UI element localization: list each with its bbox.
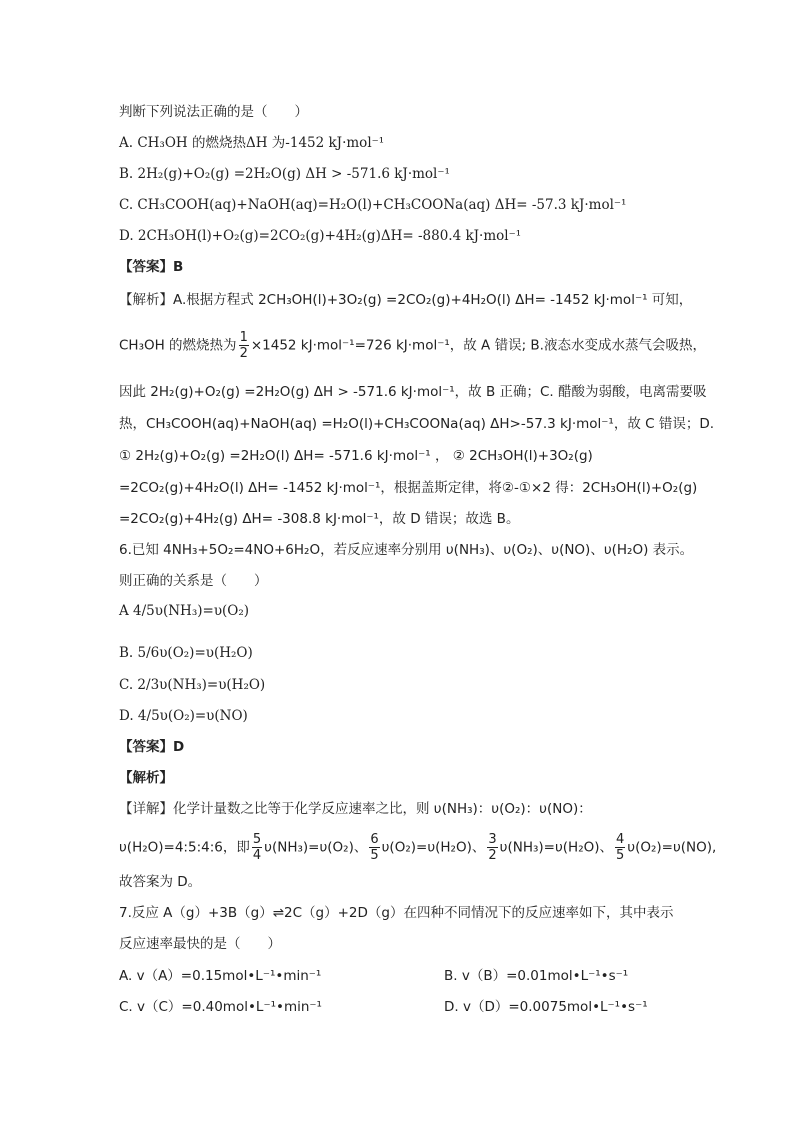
q5-analysis-line-5: ① 2H₂(g)+O₂(g) =2H₂O(l) ΔH= -571.6 kJ·mol⁻¹ ， ② 2CH₃OH(l)+3O₂(g) [119, 448, 593, 464]
q7-option-a: A. v（A）=0.15mol•L⁻¹•min⁻¹ [119, 968, 322, 984]
q6-option-d: D. 4/5υ(O₂)=υ(NO) [119, 708, 248, 724]
q5-analysis-text: CH₃OH 的燃烧热为 [119, 337, 237, 354]
q5-analysis-line-4: 热，CH₃COOH(aq)+NaOH(aq) =H₂O(l)+CH₃COONa(aq) ΔH>-57.3 kJ·mol⁻¹，故 C 错误；D. [119, 416, 715, 432]
q6-option-b: B. 5/6υ(O₂)=υ(H₂O) [119, 645, 253, 661]
q6-stem-line-2: 则正确的关系是（ ） [119, 573, 268, 589]
fraction-denominator: 5 [616, 848, 625, 863]
q5-option-b: B. 2H₂(g)+O₂(g) =2H₂O(g) ΔH > -571.6 kJ·mol⁻¹ [119, 166, 450, 182]
fraction-numerator: 4 [616, 832, 625, 847]
fraction [252, 832, 262, 863]
q6-detail-line-1: 【详解】化学计量数之比等于化学反应速率之比，则 υ(NH₃)：υ(O₂)：υ(NO)： [119, 801, 592, 817]
fraction-denominator: 2 [239, 346, 248, 361]
q6-detail-text: υ(O₂)=υ(H₂O)、 [381, 839, 486, 856]
q5-answer: 【答案】B [119, 259, 184, 275]
q7-stem-line-1: 7.反应 A（g）+3B（g）⇌2C（g）+2D（g）在四种不同情况下的反应速率如下，其中表示 [119, 905, 674, 921]
q5-option-d: D. 2CH₃OH(l)+O₂(g)=2CO₂(g)+4H₂(g)ΔH= -880.4 kJ·mol⁻¹ [119, 228, 522, 244]
fraction-numerator: 6 [370, 832, 379, 847]
fraction [239, 330, 249, 361]
fraction-numerator: 1 [239, 330, 248, 345]
q5-option-a: A. CH₃OH 的燃烧热ΔH 为-1452 kJ·mol⁻¹ [119, 135, 385, 151]
fraction [487, 832, 497, 863]
q7-stem-line-2: 反应速率最快的是（ ） [119, 936, 281, 952]
q6-stem-line-1: 6.已知 4NH₃+5O₂=4NO+6H₂O，若反应速率分别用 υ(NH₃)、υ(O₂)、υ(NO)、υ(H₂O) 表示。 [119, 542, 694, 558]
q6-option-a: A 4/5υ(NH₃)=υ(O₂) [119, 603, 250, 619]
q7-option-c: C. v（C）=0.40mol•L⁻¹•min⁻¹ [119, 999, 322, 1015]
q5-analysis-line-2 [119, 330, 706, 361]
q6-detail-text: υ(H₂O)=4:5:4:6，即 [119, 839, 250, 856]
q6-option-c: C. 2/3υ(NH₃)=υ(H₂O) [119, 677, 266, 693]
q5-analysis-line-3: 因此 2H₂(g)+O₂(g) =2H₂O(g) ΔH > -571.6 kJ·mol⁻¹，故 B 正确；C. 醋酸为弱酸，电离需要吸 [119, 384, 707, 400]
q6-detail-line-2 [119, 832, 716, 863]
fraction [369, 832, 379, 863]
q6-analysis-title: 【解析】 [119, 770, 173, 786]
q6-detail-line-3: 故答案为 D。 [119, 874, 202, 890]
q5-analysis-text: ×1452 kJ·mol⁻¹=726 kJ·mol⁻¹，故 A 错误; B.液态水变成水蒸气会吸热， [250, 337, 706, 354]
fraction-numerator: 3 [488, 832, 497, 847]
q5-analysis-line: 【解析】A.根据方程式 2CH₃OH(l)+3O₂(g) =2CO₂(g)+4H₂O(l) ΔH= -1452 kJ·mol⁻¹ 可知， [119, 292, 693, 308]
q6-answer: 【答案】D [119, 739, 185, 755]
q6-detail-text: υ(NH₃)=υ(O₂)、 [264, 839, 368, 856]
q5-analysis-line-7: =2CO₂(g)+4H₂(g) ΔH= -308.8 kJ·mol⁻¹，故 D 错误；故选 B。 [119, 511, 520, 527]
q5-stem: 判断下列说法正确的是（ ） [119, 104, 308, 120]
fraction-denominator: 5 [370, 848, 379, 863]
q6-detail-text: υ(NH₃)=υ(H₂O)、 [499, 839, 613, 856]
fraction-denominator: 2 [488, 848, 497, 863]
q7-option-b: B. v（B）=0.01mol•L⁻¹•s⁻¹ [444, 968, 629, 984]
q6-detail-text: υ(O₂)=υ(NO), [627, 839, 717, 856]
q5-option-c: C. CH₃COOH(aq)+NaOH(aq)=H₂O(l)+CH₃COONa(aq) ΔH= -57.3 kJ·mol⁻¹ [119, 197, 627, 213]
q7-option-d: D. v（D）=0.0075mol•L⁻¹•s⁻¹ [444, 999, 648, 1015]
fraction [615, 832, 625, 863]
fraction-numerator: 5 [252, 832, 262, 847]
fraction-denominator: 4 [252, 848, 262, 863]
q5-analysis-line-6: =2CO₂(g)+4H₂O(l) ΔH= -1452 kJ·mol⁻¹，根据盖斯定律，将②-①×2 得：2CH₃OH(l)+O₂(g) [119, 480, 698, 496]
